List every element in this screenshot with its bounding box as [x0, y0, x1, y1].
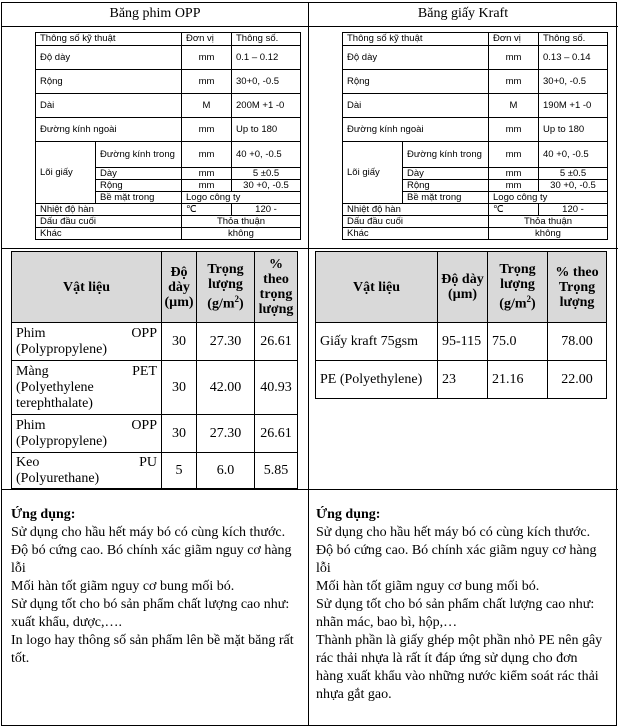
spec-header-unit: Đơn vị [489, 33, 539, 46]
materials-header-percent: % theo trọng lượng [255, 252, 298, 323]
core-spec-value: 40 +0, -0.5 [539, 142, 608, 168]
spec-name: Nhiệt độ hàn [36, 204, 182, 216]
materials-header-thickness: Độ dày (µm) [438, 252, 488, 323]
material-weight: 42.00 [197, 361, 255, 415]
usage-title: Ứng dụng: [11, 507, 76, 522]
core-spec-value: 40 +0, -0.5 [232, 142, 301, 168]
spec-value: 190M +1 -0 [539, 94, 608, 118]
usage-line: Sử dụng cho hầu hết máy bó có cùng kích thước. [316, 525, 591, 540]
spec-name: Rộng [343, 70, 489, 94]
material-name-b: OPP [131, 417, 157, 433]
spec-unit: mm [182, 70, 232, 94]
material-name-c: (Polyethylene terephthalate) [16, 379, 94, 411]
spec-value: 200M +1 -0 [232, 94, 301, 118]
spec-name: Nhiệt độ hàn [343, 204, 489, 216]
spec-header-value: Thông số. [232, 33, 301, 46]
spec-header-unit: Đơn vị [182, 33, 232, 46]
spec-value: Thỏa thuận [182, 216, 301, 228]
spec-value: Up to 180 [539, 118, 608, 142]
spec-name: Độ dày [36, 46, 182, 70]
spec-name: Đường kính ngoài [343, 118, 489, 142]
material-weight: 21.16 [488, 361, 548, 399]
core-spec-name: Dày [403, 168, 489, 180]
material-name: Giấy kraft 75gsm [316, 323, 438, 361]
core-spec-unit: mm [489, 180, 539, 192]
left-spec-table [35, 32, 301, 240]
core-label: Lõi giấy [36, 142, 96, 204]
core-spec-name: Rộng [403, 180, 489, 192]
spec-name: Dài [343, 94, 489, 118]
right-column-title: Băng giấy Kraft [417, 6, 509, 21]
spec-value: 0.1 – 0.12 [232, 46, 301, 70]
usage-line: Thành phần là giấy ghép một phần nhỏ PE nên gây rác thải nhựa là rất ít đáp ứng sử dụng cho đơn hàng xuất khẩu vào những nước kiểm soát rác thải nhựa gắt gao. [316, 633, 603, 702]
core-spec-unit: mm [489, 142, 539, 168]
spec-name: Dấu đầu cuối [343, 216, 489, 228]
usage-line: In logo hay thông số sản phẩm lên bề mặt băng rất tốt. [11, 633, 294, 666]
core-spec-value: Logo công ty [182, 192, 301, 204]
spec-name: Rộng [36, 70, 182, 94]
core-label: Lõi giấy [343, 142, 403, 204]
spec-name: Đường kính ngoài [36, 118, 182, 142]
materials-header-percent: % theo Trọng lượng [548, 252, 607, 323]
spec-value: không [489, 228, 608, 240]
material-thickness: 30 [162, 361, 197, 415]
core-spec-value: 5 ±0.5 [539, 168, 608, 180]
materials-header-weight: Trọng lượng $(g/m^2)$ [197, 252, 255, 323]
spec-name: Dấu đầu cuối [36, 216, 182, 228]
materials-row-divider [1, 489, 618, 490]
material-weight: 27.30 [197, 415, 255, 453]
material-percent: 22.00 [548, 361, 607, 399]
material-weight: 75.0 [488, 323, 548, 361]
spec-unit: M [489, 94, 539, 118]
materials-header-thickness: Độ dày (µm) [162, 252, 197, 323]
material-thickness: 5 [162, 453, 197, 489]
material-name [12, 453, 162, 489]
column-divider [308, 2, 309, 726]
core-spec-name: Rộng [96, 180, 182, 192]
usage-line: Sử dụng cho hầu hết máy bó có cùng kích thước. [11, 525, 286, 540]
spec-name: Khác [36, 228, 182, 240]
left-column-title: Băng phim OPP [109, 6, 201, 21]
spec-value: 120 - [232, 204, 301, 216]
spec-unit: ℃ [182, 204, 232, 216]
left-materials-table [11, 251, 298, 489]
core-spec-name: Dày [96, 168, 182, 180]
material-name: PE (Polyethylene) [316, 361, 438, 399]
core-spec-unit: mm [182, 180, 232, 192]
core-spec-value: 5 ±0.5 [232, 168, 301, 180]
spec-value: 120 - [539, 204, 608, 216]
core-spec-value: Logo công ty [489, 192, 608, 204]
spec-name: Khác [343, 228, 489, 240]
core-spec-unit: mm [489, 168, 539, 180]
weight-header-text: Trọng lượng (g/m [207, 262, 244, 312]
spec-unit: mm [489, 70, 539, 94]
spec-value: không [182, 228, 301, 240]
core-spec-unit: mm [182, 168, 232, 180]
usage-line: Độ bó cứng cao. Bó chính xác giãm nguy cơ hàng lỗi [11, 543, 292, 576]
material-name [12, 415, 162, 453]
material-thickness: 30 [162, 323, 197, 361]
core-spec-unit: mm [182, 142, 232, 168]
spec-unit: mm [489, 118, 539, 142]
materials-header-material: Vật liệu [12, 252, 162, 323]
spec-unit: mm [182, 46, 232, 70]
usage-line: Mối hàn tốt giãm nguy cơ bung mối bó. [316, 579, 540, 594]
material-name-a: Phim [16, 417, 46, 433]
left-usage-section [11, 506, 303, 668]
spec-unit: ℃ [489, 204, 539, 216]
usage-line: Sử dụng tốt cho bó sản phẩm chất lượng cao như: nhãn mác, bao bì, hộp,… [316, 597, 595, 630]
materials-header-material: Vật liệu [316, 252, 438, 323]
weight-header-text: Trọng lượng (g/m [499, 262, 536, 312]
usage-line: Mối hàn tốt giãm nguy cơ bung mối bó. [11, 579, 235, 594]
core-spec-name: Bề mặt trong [403, 192, 489, 204]
spec-header-value: Thông số. [539, 33, 608, 46]
material-percent: 40.93 [255, 361, 298, 415]
core-spec-value: 30 +0, -0.5 [539, 180, 608, 192]
right-materials-table [315, 251, 607, 399]
spec-value: Thỏa thuận [489, 216, 608, 228]
spec-unit: mm [489, 46, 539, 70]
usage-title: Ứng dụng: [316, 507, 381, 522]
material-thickness: 23 [438, 361, 488, 399]
spec-name: Độ dày [343, 46, 489, 70]
material-name-a: Phim [16, 325, 46, 341]
spec-header-name: Thông số kỹ thuật [36, 33, 182, 46]
spec-value: 30+0, -0.5 [539, 70, 608, 94]
spec-unit: M [182, 94, 232, 118]
material-percent: 78.00 [548, 323, 607, 361]
spec-name: Dài [36, 94, 182, 118]
material-name-a: Màng [16, 363, 49, 379]
material-weight: 6.0 [197, 453, 255, 489]
core-spec-name: Bề mặt trong [96, 192, 182, 204]
core-spec-name: Đường kính trong [96, 142, 182, 168]
spec-value: Up to 180 [232, 118, 301, 142]
material-name-b: OPP [131, 325, 157, 341]
material-name [12, 323, 162, 361]
material-name-c: (Polyurethane) [16, 470, 100, 486]
material-percent: 26.61 [255, 323, 298, 361]
spec-header-name: Thông số kỹ thuật [343, 33, 489, 46]
material-name-b: PET [132, 363, 157, 379]
usage-line: Sử dụng tốt cho bó sản phẩm chất lượng cao như: xuất khẩu, dược,…. [11, 597, 290, 630]
material-name-b: PU [139, 454, 157, 470]
spec-unit: mm [182, 118, 232, 142]
core-spec-name: Đường kính trong [403, 142, 489, 168]
materials-header-weight: Trọng lượng $(g/m^2)$ [488, 252, 548, 323]
material-percent: 26.61 [255, 415, 298, 453]
material-thickness: 30 [162, 415, 197, 453]
material-weight: 27.30 [197, 323, 255, 361]
right-usage-section [316, 506, 608, 704]
spec-row-divider [1, 248, 618, 249]
material-name-c: (Polypropylene) [16, 433, 107, 449]
material-thickness: 95-115 [438, 323, 488, 361]
spec-value: 0.13 – 0.14 [539, 46, 608, 70]
spec-value: 30+0, -0.5 [232, 70, 301, 94]
material-percent: 5.85 [255, 453, 298, 489]
material-name [12, 361, 162, 415]
title-row-divider [1, 26, 618, 27]
right-spec-table [342, 32, 608, 240]
material-name-c: (Polypropylene) [16, 341, 107, 357]
material-name-a: Keo [16, 454, 40, 470]
core-spec-value: 30 +0, -0.5 [232, 180, 301, 192]
usage-line: Độ bó cứng cao. Bó chính xác giãm nguy cơ hàng lỗi [316, 543, 597, 576]
